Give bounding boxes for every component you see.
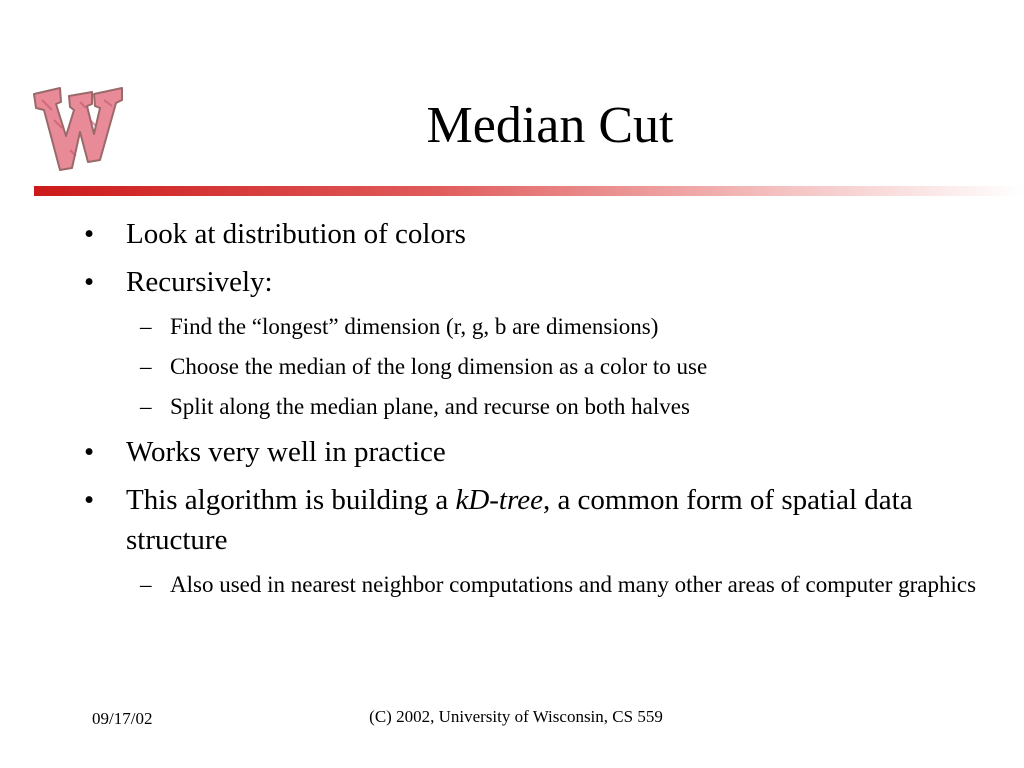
bullet-item (84, 214, 984, 254)
bullet-text (126, 484, 913, 556)
bullet-icon: • (84, 436, 95, 468)
sub-bullet-item (84, 350, 984, 384)
sub-bullet-item (84, 568, 984, 602)
slide-body (84, 212, 984, 608)
bullet-text-post: , a common form of spatial data structure (126, 484, 913, 556)
sub-bullet-item (84, 310, 984, 344)
bullet-text-pre: This algorithm is building a (126, 484, 456, 516)
dash-icon: – (140, 354, 152, 379)
bullet-icon: • (84, 266, 95, 298)
footer-date: 09/17/02 (92, 709, 153, 728)
footer-copyright: (C) 2002, University of Wisconsin, CS 559 (369, 707, 663, 726)
bullet-item (84, 262, 984, 302)
bullet-icon: • (84, 218, 95, 250)
bullet-text: Works very well in practice (126, 436, 446, 468)
sub-bullet-text: Choose the median of the long dimension as a color to use (170, 354, 708, 379)
bullet-text: Recursively: (126, 266, 273, 298)
sub-bullet-item (84, 390, 984, 424)
kd-tree-term: kD-tree (455, 484, 543, 516)
slide-title: Median Cut (426, 97, 674, 154)
dash-icon: – (140, 572, 152, 597)
sub-bullet-text: Split along the median plane, and recurse on both halves (170, 394, 690, 419)
sub-bullet-text: Also used in nearest neighbor computations and many other areas of computer graphics (170, 572, 977, 597)
title-divider (34, 186, 1024, 196)
bullet-text: Look at distribution of colors (126, 218, 466, 250)
dash-icon: – (140, 314, 152, 339)
bullet-icon: • (84, 484, 95, 516)
dash-icon: – (140, 394, 152, 419)
university-w-logo-icon (30, 80, 130, 175)
sub-bullet-text: Find the “longest” dimension (r, g, b are dimensions) (170, 314, 659, 339)
bullet-item (84, 432, 984, 472)
bullet-item (84, 480, 984, 560)
